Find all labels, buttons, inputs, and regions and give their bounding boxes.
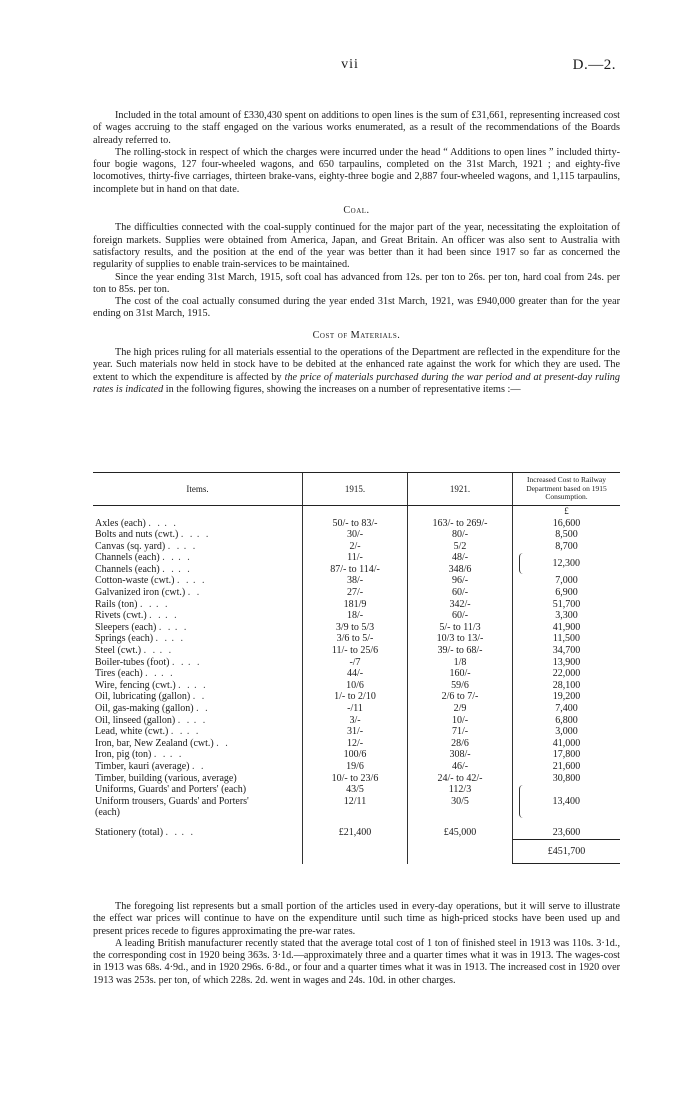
value-1915: 12/11 [303, 796, 408, 808]
value-1921: 1/8 [408, 657, 513, 669]
value-1921: 308/- [408, 749, 513, 761]
value-1921: 2/6 to 7/- [408, 691, 513, 703]
item-label: Oil, lubricating (gallon) [95, 691, 191, 703]
value-1921: 163/- to 269/- [408, 518, 513, 530]
item-label: Canvas (sq. yard) [95, 540, 166, 552]
leader-dots: . . [183, 540, 198, 552]
increased-cost: 6,900 [513, 587, 621, 599]
item-label: Timber, building (various, average) [95, 772, 237, 784]
leader-dots: . . [178, 679, 192, 691]
value-1921: 10/- [408, 715, 513, 727]
item-name [93, 599, 303, 611]
item-name [93, 784, 303, 796]
table-row [93, 518, 620, 530]
value-1915: 10/- to 23/6 [303, 773, 408, 785]
page-header [0, 57, 700, 79]
item-label: Sleepers (each) [95, 621, 157, 633]
coal-heading: Coal. [343, 205, 370, 217]
increased-cost: 8,700 [513, 541, 621, 553]
stationery-cost: 23,600 [513, 819, 621, 839]
materials-text-italic: the price of materials purchased during the war period and at present-day ruling rates is indicated [93, 371, 620, 395]
value-1915: 38/- [303, 575, 408, 587]
value-1915: 3/- [303, 715, 408, 727]
increased-cost: 19,200 [513, 691, 621, 703]
item-label: Oil, linseed (gallon) [95, 714, 176, 726]
increased-cost: 6,800 [513, 715, 621, 727]
channels-combined-cost: 12,300 [552, 557, 580, 569]
unit-row [93, 505, 620, 518]
value-1921: 60/- [408, 587, 513, 599]
leader-dots: . . [178, 552, 192, 564]
value-1915: -/11 [303, 703, 408, 715]
value-1915: 3/6 to 5/- [303, 633, 408, 645]
value-1915: 18/- [303, 610, 408, 622]
materials-text-start: The high prices ruling for all materials essential to the operations of the Department are reflected in the expenditure for the year. Such materials now held in stock have to be debited at the enhanced rate against the work for which they are used. The extent to which the expenditure is affected by [93, 347, 620, 383]
item-label: Steel (cwt.) [95, 645, 142, 657]
paragraph-additions: Included in the total amount of £330,430 spent on additions to open lines is the sum of £31,661, representing increased cost of wages accruing to the staff engaged on the various works enumerated, as a result of the recommendations of the Boards already referred to. [93, 110, 620, 146]
table-row [93, 610, 620, 622]
leader-dots: . . [161, 668, 175, 680]
materials-heading: Cost of Materials. [312, 329, 401, 341]
item-label: Lead, white (cwt.) [95, 726, 169, 738]
value-1921: 112/3 [408, 784, 513, 796]
unit-pound-sign: £ [513, 505, 621, 518]
value-1921: 160/- [408, 668, 513, 680]
uniforms-combined-cost: 13,400 [552, 795, 580, 807]
paragraph-rolling-stock: The rolling-stock in respect of which the charges were incurred under the head “ Additions to open lines ” included thirty-four bogie wagons, 127 four-wheeled wagons, and 650 tarpaulins, completed on the 31st March, 1921 ; and eighty-five locomotives, thirty-five carriages, thirteen brake-vans, eighty-three bogie and 2,887 four-wheeled wagons, and 1,115 tarpaulins, incomplete but in hand on that date. [93, 146, 620, 195]
item-label: Wire, fencing (cwt.) [95, 679, 176, 691]
stationery-1915: £21,400 [303, 819, 408, 839]
item-name [93, 645, 303, 657]
value-1921: 60/- [408, 610, 513, 622]
item-label: Uniforms, Guards' and Porters' (each) [95, 784, 247, 796]
item-label: Tires (each) [95, 668, 143, 680]
item-label: Boiler-tubes (foot) [95, 656, 170, 668]
stationery-1921: £45,000 [408, 819, 513, 839]
table-row [93, 784, 620, 796]
page-number: vii [341, 57, 359, 72]
item-name [93, 529, 303, 541]
leader-dots: . . [188, 656, 202, 668]
increased-cost: 51,700 [513, 599, 621, 611]
leader-dots: . . [171, 633, 186, 645]
leader-dots: . . [165, 826, 180, 838]
value-1915: 31/- [303, 726, 408, 738]
leader-dots: . . [194, 679, 208, 691]
value-1915: 1/- to 2/10 [303, 691, 408, 703]
leader-dots: . . [216, 737, 230, 749]
table-row [93, 807, 620, 819]
item-name [93, 633, 303, 645]
leader-dots: . . [193, 714, 208, 726]
value-1921: 30/5 [408, 796, 513, 808]
leader-dots: . . [140, 598, 154, 610]
increased-cost: 41,900 [513, 622, 621, 634]
leader-dots: . . [167, 540, 182, 552]
leader-dots: . . [170, 726, 185, 738]
table-row [93, 738, 620, 750]
item-name [93, 749, 303, 761]
closing-text [93, 901, 620, 987]
item-label: Galvanized iron (cwt.) [95, 587, 186, 599]
table-row [93, 668, 620, 680]
increased-cost: 41,000 [513, 738, 621, 750]
table-row [93, 633, 620, 645]
value-1921: 46/- [408, 761, 513, 773]
increased-cost [513, 784, 621, 796]
item-name [93, 622, 303, 634]
item-label: Oil, gas-making (gallon) [95, 703, 194, 714]
table-row [93, 691, 620, 703]
value-1921: 39/- to 68/- [408, 645, 513, 657]
leader-dots: . . [156, 598, 170, 610]
table-row [93, 575, 620, 587]
leader-dots: . . [164, 517, 178, 529]
value-1915: 10/6 [303, 680, 408, 692]
increased-cost [513, 807, 621, 819]
value-1921: 5/- to 11/3 [408, 622, 513, 634]
item-name [93, 552, 303, 564]
value-1921: 342/- [408, 599, 513, 611]
leader-dots: . . [174, 621, 189, 633]
header-1915: 1915. [303, 473, 408, 506]
leader-dots: . . [143, 645, 158, 657]
increased-cost: 7,000 [513, 575, 621, 587]
value-1915: 44/- [303, 668, 408, 680]
increased-cost: 13,900 [513, 657, 621, 669]
coal-paragraph-prices: Since the year ending 31st March, 1915, soft coal has advanced from 12s. per ton to 26s. per ton, hard coal from 24s. per ton to 85s. per ton. [93, 271, 620, 295]
value-1915 [303, 807, 408, 819]
value-1921: 2/9 [408, 703, 513, 715]
increased-cost: 16,600 [513, 518, 621, 530]
item-label: Rivets (cwt.) [95, 610, 147, 622]
item-name [93, 703, 303, 715]
table-row [93, 726, 620, 738]
stationery-label: Stationery (total) [95, 826, 164, 838]
table-header-row [93, 473, 620, 506]
increased-cost: 28,100 [513, 680, 621, 692]
item-name [93, 564, 303, 576]
increased-cost: 30,800 [513, 773, 621, 785]
leader-dots: . . [191, 760, 206, 772]
value-1915: 100/6 [303, 749, 408, 761]
item-label: Iron, pig (ton) [95, 749, 152, 761]
item-name [93, 518, 303, 530]
leader-dots: . . [172, 656, 186, 668]
item-label: Cotton-waste (cwt.) [95, 575, 175, 587]
increased-cost: 7,400 [513, 703, 621, 715]
item-name [93, 587, 303, 599]
table-row [93, 715, 620, 727]
leader-dots: . . [192, 691, 207, 703]
leader-dots: . . [196, 703, 210, 714]
leader-dots: . . [169, 749, 184, 761]
value-1915: 3/9 to 5/3 [303, 622, 408, 634]
table-row [93, 541, 620, 553]
table-row [93, 657, 620, 669]
value-1915: 11/- [303, 552, 408, 564]
header-items: Items. [93, 473, 303, 506]
stationery-item [93, 819, 303, 839]
materials-paragraph [93, 347, 620, 396]
grand-total-row [93, 839, 620, 864]
leader-dots: . . [181, 826, 196, 838]
document-reference: D.—2. [572, 57, 616, 73]
table-row [93, 773, 620, 785]
table-body [93, 505, 620, 819]
leader-dots: . . [145, 668, 159, 680]
item-name [93, 738, 303, 750]
value-1915: 27/- [303, 587, 408, 599]
table-row [93, 645, 620, 657]
item-name [93, 680, 303, 692]
item-name [93, 691, 303, 703]
value-1921: 5/2 [408, 541, 513, 553]
header-increased-cost: Increased Cost to Railway Department based on 1915 Consumption. [513, 473, 621, 506]
stationery-row [93, 819, 620, 839]
value-1915: 43/5 [303, 784, 408, 796]
value-1915: 181/9 [303, 599, 408, 611]
item-name [93, 726, 303, 738]
increased-cost: 22,000 [513, 668, 621, 680]
increased-cost: 34,700 [513, 645, 621, 657]
leader-dots: . . [180, 529, 195, 541]
table-row [93, 761, 620, 773]
increased-cost: 11,500 [513, 633, 621, 645]
item-name [93, 773, 303, 785]
table-row [93, 599, 620, 611]
item-label: Uniform trousers, Guards' and Porters' [95, 795, 249, 807]
leader-dots: . . [178, 563, 192, 575]
increased-cost: 17,800 [513, 749, 621, 761]
leader-dots: . . [196, 529, 211, 541]
value-1921: 10/3 to 13/- [408, 633, 513, 645]
leader-dots: . . [162, 563, 176, 575]
report-body [93, 110, 620, 396]
item-label: Axles (each) [95, 517, 146, 529]
item-name [93, 668, 303, 680]
increased-cost: 3,300 [513, 610, 621, 622]
coal-paragraph-supply: The difficulties connected with the coal-supply continued for the major part of the year, necessitating the exploitation of foreign markets. Supplies were obtained from America, Japan, and Great Britain. An officer was also sent to Australia with satisfactory results, and the position at the end of the year was better than it had been since 1917 so far as concerned the regularity of supplies to enable train-services to be maintained. [93, 222, 620, 271]
value-1921: 59/6 [408, 680, 513, 692]
table-row [93, 749, 620, 761]
table-row [93, 622, 620, 634]
leader-dots: . . [158, 621, 173, 633]
leader-dots: . . [177, 714, 192, 726]
value-1915: -/7 [303, 657, 408, 669]
leader-dots: . . [192, 575, 207, 587]
increased-cost: 21,600 [513, 761, 621, 773]
item-label: Rails (ton) [95, 598, 138, 610]
leader-dots: . . [153, 749, 168, 761]
item-label: Timber, kauri (average) [95, 760, 190, 772]
value-1915: 30/- [303, 529, 408, 541]
table-row [93, 587, 620, 599]
value-1921: 48/- [408, 552, 513, 564]
leader-dots: . . [149, 610, 163, 622]
value-1921: 80/- [408, 529, 513, 541]
value-1921: 24/- to 42/- [408, 773, 513, 785]
increased-cost: 3,000 [513, 726, 621, 738]
item-name [93, 796, 303, 808]
grand-total: £451,700 [513, 839, 621, 864]
value-1915: 87/- to 114/- [303, 564, 408, 576]
value-1915: 2/- [303, 541, 408, 553]
value-1921: 71/- [408, 726, 513, 738]
item-label: Channels (each) [95, 563, 160, 575]
leader-dots: . . [176, 575, 191, 587]
table-row [93, 680, 620, 692]
leader-dots: . . [155, 633, 170, 645]
item-name [93, 761, 303, 773]
materials-text-end: in the following figures, showing the increases on a number of representative items :— [163, 383, 521, 395]
item-label: Bolts and nuts (cwt.) [95, 529, 179, 541]
increased-cost: 8,500 [513, 529, 621, 541]
item-label: (each) [95, 807, 120, 819]
closing-paragraph-summary: The foregoing list represents but a small portion of the articles used in every-day operations, but it will serve to illustrate the effect war prices will continue to have on the expenditure until such time as high-priced stocks have been used up and present prices recede to figures approximating the pre-war rates. [93, 901, 620, 937]
item-name [93, 715, 303, 727]
value-1921: 96/- [408, 575, 513, 587]
leader-dots: . . [165, 610, 179, 622]
value-1915: 50/- to 83/- [303, 518, 408, 530]
table-totals [93, 819, 620, 864]
value-1921 [408, 807, 513, 819]
table-row [93, 529, 620, 541]
item-name [93, 610, 303, 622]
leader-dots: . . [159, 645, 174, 657]
leader-dots: . . [186, 726, 201, 738]
item-name [93, 657, 303, 669]
leader-dots: . . [148, 517, 162, 529]
item-name [93, 575, 303, 587]
item-name [93, 807, 303, 819]
table-row [93, 703, 620, 715]
leader-dots: . . [187, 587, 202, 599]
value-1921: 348/6 [408, 564, 513, 576]
item-label: Channels (each) [95, 552, 160, 564]
value-1921: 28/6 [408, 738, 513, 750]
item-label: Springs (each) [95, 633, 154, 645]
closing-paragraph-steel: A leading British manufacturer recently stated that the average total cost of 1 ton of finished steel in 1913 was 110s. 3·1d., the corresponding cost in 1920 being 363s. 3·1d.—approximately three and a quarter times what it was in 1913. The wages-cost in 1913 was 68s. 4·9d., and in 1920 296s. 6·8d., or four and a quarter times what it was in 1913. The increased cost in 1920 over 1913 was 253s. per ton, of which 228s. 2d. went in wages and 24s. 10d. in other charges. [93, 937, 620, 986]
header-1921: 1921. [408, 473, 513, 506]
item-label: Iron, bar, New Zealand (cwt.) [95, 737, 214, 749]
value-1915: 11/- to 25/6 [303, 645, 408, 657]
value-1915: 19/6 [303, 761, 408, 773]
coal-paragraph-cost: The cost of the coal actually consumed during the year ended 31st March, 1921, was £940,000 greater than for the year ending on 31st March, 1915. [93, 296, 620, 320]
item-name [93, 541, 303, 553]
value-1915: 12/- [303, 738, 408, 750]
leader-dots: . . [162, 552, 176, 564]
